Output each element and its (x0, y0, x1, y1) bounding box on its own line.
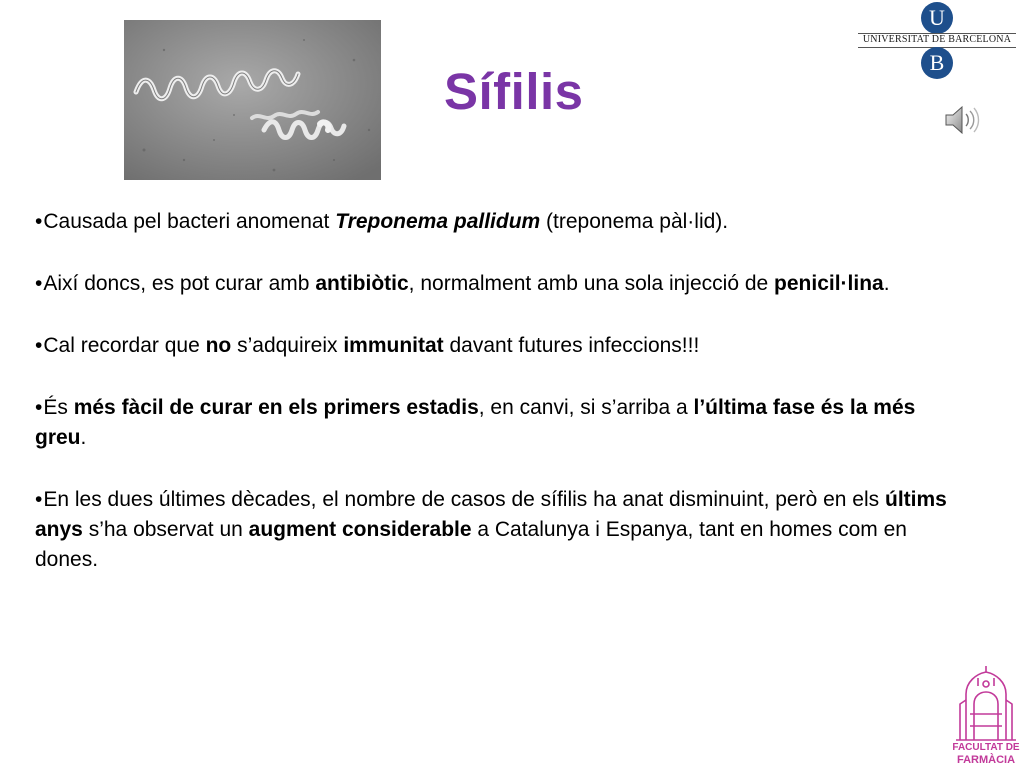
bullet-text-run: s’ha observat un (82, 518, 249, 541)
bullet-text-run: Causada pel bacteri anomenat (43, 210, 336, 233)
bullet-text-run: immunitat (343, 334, 444, 357)
bullet-item (35, 393, 970, 453)
bullet-text-run: Treponema pallidum (335, 210, 541, 233)
bullet-text-run: últims anys (35, 488, 947, 541)
bullet-marker: • (35, 210, 43, 233)
bullet-text-run: , en canvi, si s’arriba a (478, 396, 694, 419)
faculty-name-line2: FARMÀCIA (956, 754, 1016, 766)
bullet-text-run: davant futures infeccions!!! (443, 334, 700, 357)
bullet-text-run: penicil·lina (774, 272, 884, 295)
bullet-item (35, 485, 970, 575)
faculty-logo (948, 664, 1024, 768)
bullet-text-run: antibiòtic (315, 272, 409, 295)
bullet-text-run: (treponema pàl·lid). (540, 210, 729, 233)
bullet-marker: • (35, 488, 43, 511)
bullet-item (35, 269, 970, 299)
slide-title: Sífilis (444, 63, 584, 120)
bullet-text-run: no (205, 334, 232, 357)
bullet-item (35, 331, 970, 361)
university-logo-b: B (921, 47, 953, 79)
bullet-item (35, 207, 970, 237)
university-logo (852, 0, 1022, 80)
bullet-text-run: És (43, 396, 74, 419)
bullet-marker: • (35, 272, 43, 295)
bullet-marker: • (35, 334, 43, 357)
bullet-text-run: , normalment amb una sola injecció de (408, 272, 775, 295)
bullet-text-run: Cal recordar que (43, 334, 206, 357)
bullet-text-run: l’última fase és la més greu (35, 396, 916, 449)
faculty-name-line1: FACULTAT DE (952, 742, 1020, 753)
university-logo-u: U (921, 2, 953, 34)
bullet-list (35, 207, 970, 607)
bullet-text-run: augment considerable (248, 518, 472, 541)
faculty-building-icon (948, 664, 1024, 742)
bullet-text-run: . (80, 426, 87, 449)
bullet-text-run: Així doncs, es pot curar amb (43, 272, 316, 295)
university-name: UNIVERSITAT DE BARCELONA (862, 34, 1012, 45)
treponema-micrograph-image (124, 20, 381, 180)
bullet-text-run: s’adquireix (231, 334, 344, 357)
bullet-text-run: a Catalunya i Espanya, tant en homes com en dones. (35, 518, 907, 571)
speaker-icon[interactable] (944, 104, 980, 136)
bullet-text-run: . (883, 272, 890, 295)
bullet-text-run: En les dues últimes dècades, el nombre de casos de sífilis ha anat disminuint, però en els (43, 488, 885, 511)
bullet-text-run: més fàcil de curar en els primers estadis (73, 396, 479, 419)
bullet-marker: • (35, 396, 43, 419)
